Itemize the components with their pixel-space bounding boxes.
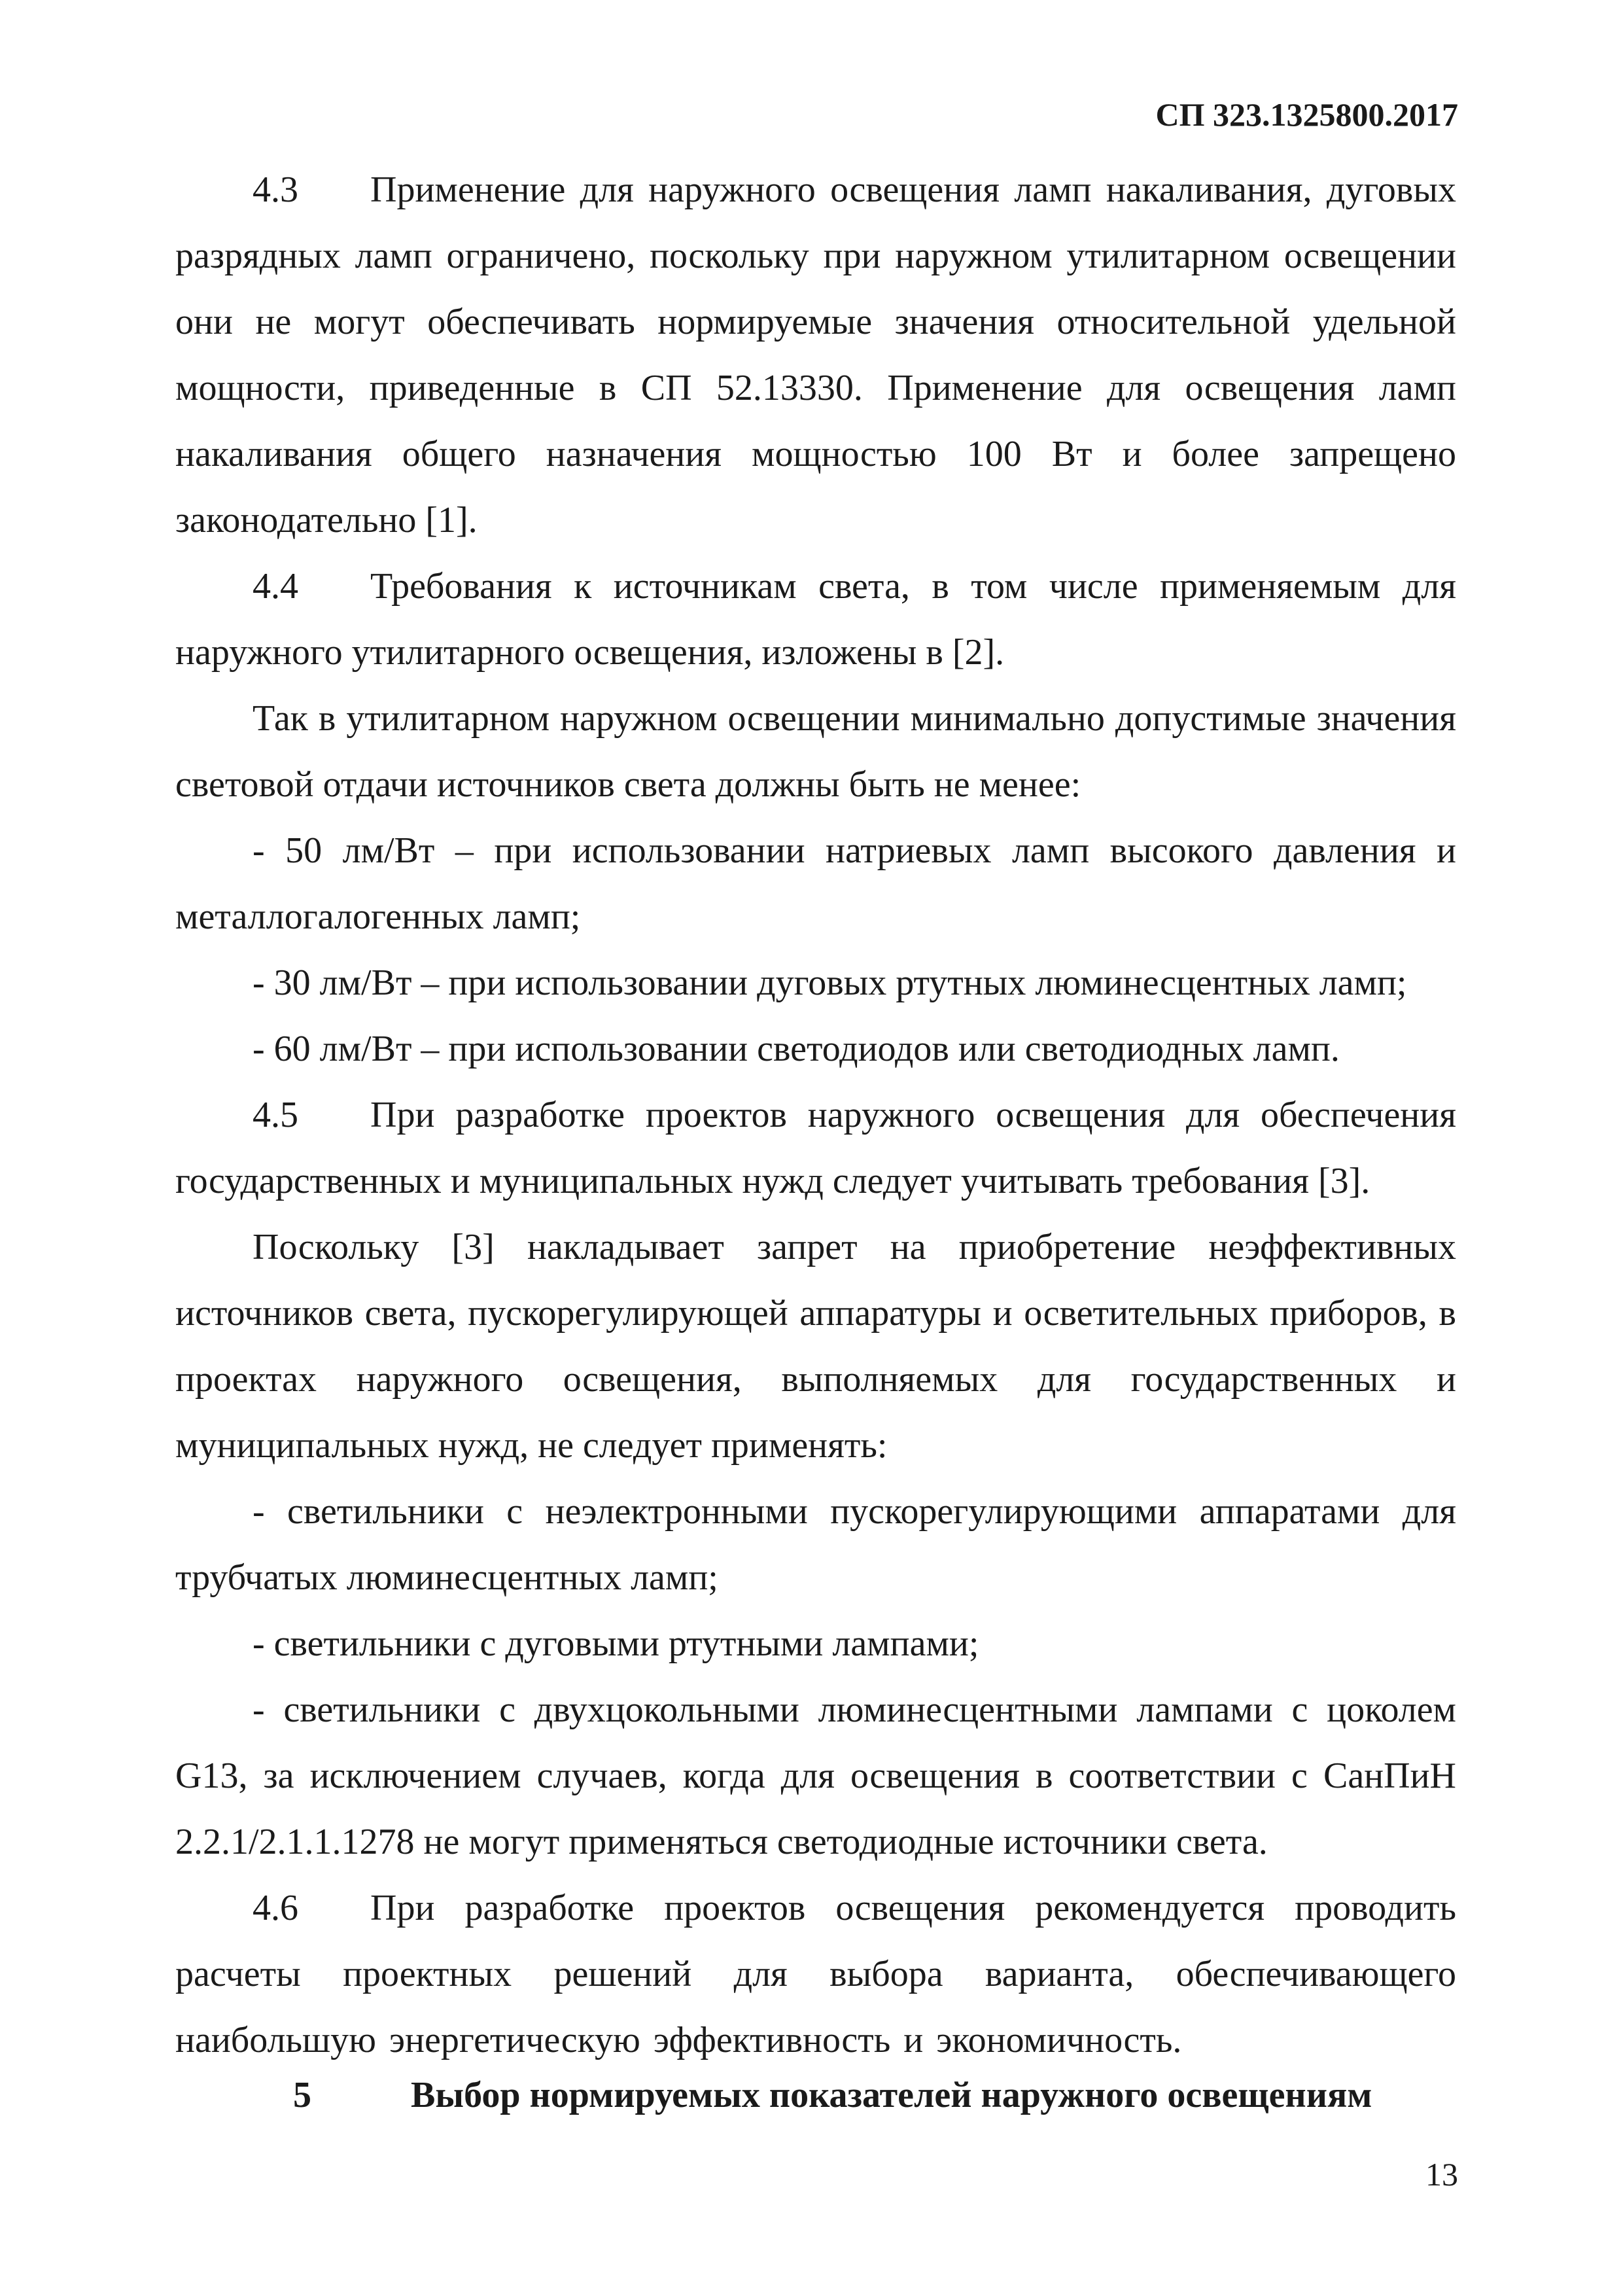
- paragraph-text: При разработке проектов освещения рекомендуется проводить расчеты проектных решений для выбора варианта, обеспечивающего наибольшую энергетическую эффективность и экономичность.: [175, 1888, 1456, 2060]
- section-title: Выбор нормируемых показателей наружного освещениям: [411, 2075, 1372, 2115]
- body-text: [175, 157, 1456, 2074]
- list-item-g13-luminaires: [175, 1677, 1456, 1875]
- paragraph-text: - светильники с дуговыми ртутными лампами;: [253, 1623, 979, 1664]
- list-item-mercury-luminaires: [175, 1611, 1456, 1677]
- paragraph-text: - светильники с двухцокольными люминесцентными лампами с цоколем G13, за исключением случаев, когда для освещения в соответствии с СанПиН 2.2.1/2.1.1.1278 не могут применяться светодиодные источники света.: [175, 1689, 1456, 1862]
- paragraph-text: - 50 лм/Вт – при использовании натриевых ламп высокого давления и металлогалогенных ламп;: [175, 830, 1456, 937]
- paragraph-text: Поскольку [3] накладывает запрет на приобретение неэффективных источников света, пускорегулирующей аппаратуры и осветительных приборов, в проектах наружного освещения, выполняемых для государственных и муниципальных нужд, не следует применять:: [175, 1227, 1456, 1466]
- paragraph-4-4: [175, 554, 1456, 686]
- paragraph-text: - 30 лм/Вт – при использовании дуговых ртутных люминесцентных ламп;: [253, 963, 1407, 1003]
- paragraph-text: - 60 лм/Вт – при использовании светодиодов или светодиодных ламп.: [253, 1029, 1340, 1069]
- paragraph-4-5: [175, 1082, 1456, 1214]
- document-code: СП 323.1325800.2017: [1155, 96, 1458, 133]
- paragraph-efficacy-intro: [175, 686, 1456, 818]
- paragraph-prohibition: [175, 1214, 1456, 1479]
- list-item-led-lamps: [175, 1016, 1456, 1082]
- paragraph-text: Так в утилитарном наружном освещении минимально допустимые значения световой отдачи источников света должны быть не менее:: [175, 698, 1456, 805]
- paragraph-text: - светильники с неэлектронными пускорегулирующими аппаратами для трубчатых люминесцентных ламп;: [175, 1491, 1456, 1598]
- paragraph-4-3: [175, 157, 1456, 554]
- page-number: 13: [1425, 2156, 1458, 2193]
- clause-number: 4.4: [253, 566, 298, 607]
- section-heading: [293, 2077, 1372, 2113]
- list-item-non-electronic-ballasts: [175, 1479, 1456, 1611]
- clause-number: 4.6: [253, 1888, 298, 1928]
- list-item-sodium-lamps: [175, 818, 1456, 950]
- paragraph-4-6: [175, 1875, 1456, 2074]
- paragraph-text: При разработке проектов наружного освещения для обеспечения государственных и муниципальных нужд следует учитывать требования [3].: [175, 1095, 1456, 1201]
- paragraph-text: Требования к источникам света, в том числе применяемым для наружного утилитарного освещения, изложены в [2].: [175, 566, 1456, 673]
- paragraph-text: Применение для наружного освещения ламп накаливания, дуговых разрядных ламп ограничено, поскольку при наружном утилитарном освещении они не могут обеспечивать нормируемые значения относительной удельной мощности, приведенные в СП 52.13330. Применение для освещения ламп накаливания общего назначения мощностью 100 Вт и более запрещено законодательно [1].: [175, 169, 1456, 540]
- section-number: 5: [293, 2075, 311, 2115]
- list-item-mercury-lamps: [175, 950, 1456, 1016]
- clause-number: 4.5: [253, 1095, 298, 1135]
- clause-number: 4.3: [253, 169, 298, 210]
